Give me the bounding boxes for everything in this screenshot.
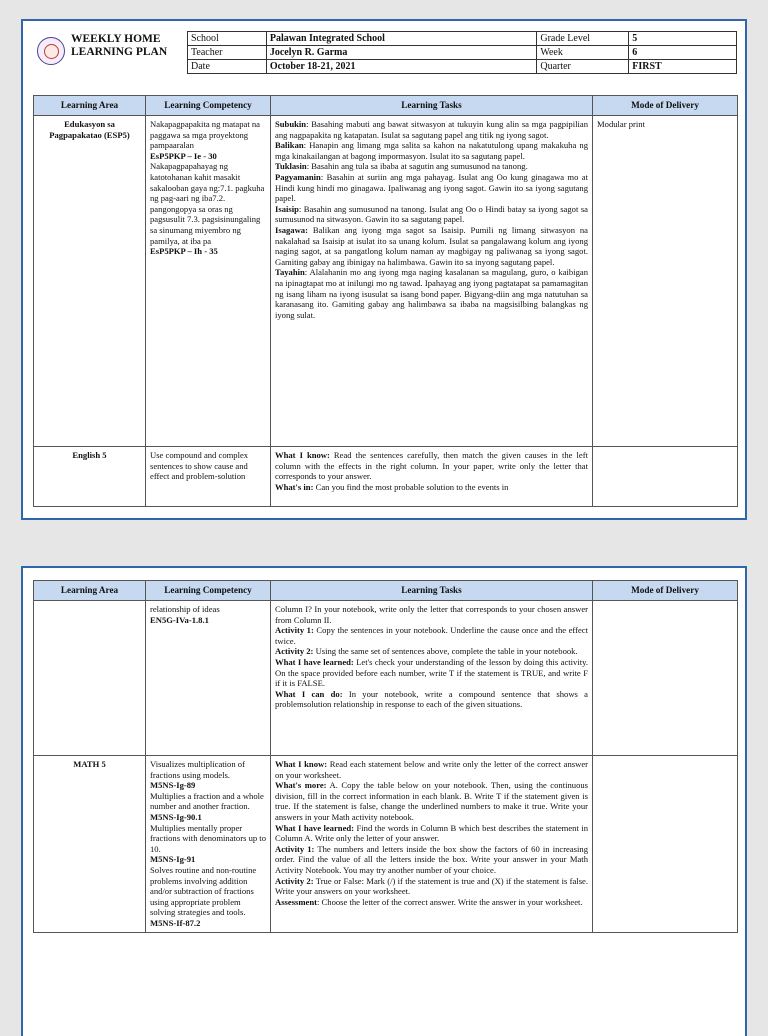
table-row: [34, 116, 738, 447]
task-item: [275, 204, 588, 225]
task-item: [275, 267, 588, 320]
task-text: Read each statement below and write only the letter of the correct answer on your worksheet.: [275, 759, 588, 780]
task-item: [275, 482, 588, 493]
task-item: [275, 689, 588, 710]
task-keyword: What I know:: [275, 450, 330, 460]
info-row-teacher: Teacher Jocelyn R. Garma Week 6: [188, 46, 737, 60]
task-text: : Basahin ang tula sa ibaba at sagutin ang sumusunod na tanong.: [306, 161, 528, 172]
quarter: FIRST: [629, 60, 737, 74]
task-text: Copy the sentences in your notebook. Underline the cause once and the effect twice.: [275, 625, 588, 646]
competency-code: M5NS-Ig-89: [150, 780, 196, 791]
info-row-school: School Palawan Integrated School Grade Level 5: [188, 32, 737, 46]
task-keyword: What I have learned:: [275, 822, 355, 833]
task-item: [275, 625, 588, 646]
competency-item: [150, 823, 266, 855]
competency-item: [150, 918, 266, 929]
task-keyword: What I can do:: [275, 688, 343, 699]
competency-text: relationship of ideas: [150, 604, 220, 614]
task-item: [275, 897, 588, 908]
competency-text: Visualizes multiplication of fractions using models.: [150, 759, 245, 780]
task-text: : Hanapin ang limang mga salita sa kahon na nakatutulong upang makakuha ng mga kinakailangan at bagong impormasyon. Isulat ito sa sagutang papel.: [275, 140, 588, 161]
task-item: [275, 844, 588, 876]
competency-text: Multiplies mentally proper fractions with denominators up to 10.: [150, 822, 266, 854]
competency-text: Solves routine and non-routine problems involving addition and/or subtraction of fractions using appropriate problem solving strategies and tools.: [150, 864, 257, 918]
task-keyword: What's more:: [275, 780, 327, 791]
teacher-name: Jocelyn R. Garma: [266, 46, 536, 60]
competency-item: [150, 780, 266, 791]
task-text: : Basahin at suriin ang mga pahayag. Isulat ang Oo kung ginagawa mo at Hindi kung hindi mo ginagawa. Ipaliwanag ang iyong sagot. Gawin ito sa iyong sagutang papel.: [275, 171, 588, 204]
deped-seal-icon: [37, 37, 65, 65]
task-text: : Basahing mabuti ang bawat sitwasyon at tukuyin kung alin sa mga pagpipilian ang nagpapakita ng katapatan. Isulat sa sagutang papel ang titik ng iyong sagot.: [275, 119, 588, 140]
task-text: Balikan ang iyong mga sagot sa Isaisip. Pumili ng limang sitwasyon na nakalahad sa Isaisip at isulat ito sa unang kolum. Isulat sa pangalawang kolum ang iyong naging sagot, at sa pangatlong kolum naman ay magbigay ng paliwanag sa iyong sagot. Gamiting gabay ang ibinigay na halimbawa. Gawin ito sa inyong sagutang papel.: [275, 224, 588, 267]
task-text: The numbers and letters inside the box show the factors of 60 in increasing order. Find the value of all the letters inside the box. Write your answer in your Math Activity Notebook. You may try another number of your choice.: [275, 843, 589, 875]
school-info-table: [187, 31, 737, 74]
task-text: : Choose the letter of the correct answer. Write the answer in your worksheet.: [317, 896, 583, 907]
column-header: Mode of Delivery: [593, 96, 738, 116]
competency-item: [150, 119, 266, 151]
task-item: [275, 876, 588, 897]
task-item: [275, 604, 588, 625]
mode-of-delivery: [593, 756, 738, 933]
task-keyword: Isaisip: [275, 203, 299, 214]
learning-plan-table: [33, 580, 738, 933]
task-keyword: Activity 1:: [275, 843, 315, 854]
competency-text: Nakapagpapakita ng matapat na paggawa sa mga proyektong pampaaralan: [150, 119, 260, 151]
competency-item: [150, 759, 266, 780]
task-item: [275, 657, 588, 689]
competency-cell: [146, 447, 271, 507]
task-keyword: Isagawa:: [275, 224, 308, 235]
task-keyword: Tuklasin: [275, 161, 307, 172]
competency-item: [150, 246, 266, 257]
learning-area-continued: [34, 601, 146, 756]
tasks-cell: [271, 447, 593, 507]
plan-title: WEEKLY HOME LEARNING PLAN: [71, 33, 168, 58]
task-text: Let's check your understanding of the lesson by doing this activity. On the space provided before each number, write T if the statement is TRUE, and write F if it is FALSE.: [275, 656, 589, 689]
task-item: [275, 119, 588, 140]
competency-code: M5NS-Ig-91: [150, 854, 196, 865]
table-row: [34, 447, 738, 507]
task-item: [275, 172, 588, 204]
competency-code: EsP5PKP – Ih - 35: [150, 246, 218, 257]
task-item: [275, 161, 588, 172]
task-item: [275, 780, 588, 822]
tasks-cell: [271, 116, 593, 447]
competency-item: [150, 161, 266, 246]
plan-page-1: [21, 19, 747, 520]
task-text: Using the same set of sentences above, complete the table in your notebook.: [313, 646, 578, 657]
column-header: Mode of Delivery: [593, 581, 738, 601]
column-header: Learning Competency: [146, 96, 271, 116]
plan-date: October 18-21, 2021: [266, 60, 536, 74]
task-keyword: What I have learned:: [275, 656, 354, 667]
task-keyword: What I know:: [275, 759, 328, 769]
competency-cell: [146, 601, 271, 756]
task-item: [275, 450, 588, 482]
table-header-row: [34, 581, 738, 601]
task-keyword: Subukin: [275, 119, 307, 129]
column-header: Learning Competency: [146, 581, 271, 601]
task-keyword: Tayahin: [275, 267, 305, 278]
learning-area-esp: Edukasyon sa Pagpapakatao (ESP5): [34, 116, 146, 447]
task-keyword: What's in:: [275, 481, 314, 492]
competency-cell: [146, 756, 271, 933]
competency-text: Nakapagpapahayag ng katotohanan kahit masakit sakalooban gaya ng:7.1. pagkuha ng pag-aari ng iba7.2. pangongopya sa oras ng pagsusulit 7.3. pagsisinungaling sa sinumang miyembro ng pamilya, at iba pa: [150, 161, 265, 246]
task-keyword: Activity 1:: [275, 625, 314, 636]
mode-of-delivery: [593, 601, 738, 756]
competency-code: EN5G-IVa-1.8.1: [150, 614, 209, 625]
table-row: [34, 601, 738, 756]
competency-item: [150, 151, 266, 162]
plan-page-2: [21, 566, 747, 1036]
task-text: Read the sentences carefully, then match the given causes in the left column with the effects in the right column. In your paper, write only the letter that corresponds to your answer.: [275, 450, 588, 482]
task-text: A. Copy the table below on your notebook. Then, using the continuous division, fill in the correct information in each blank. B. Write T if the statement given is true. If the statement is false, change the underlined numbers to make it true. Write your answers in your Math activity notebook.: [275, 780, 589, 822]
task-keyword: Assessment: [275, 896, 318, 907]
task-keyword: Activity 2:: [275, 875, 314, 886]
competency-text: Use compound and complex sentences to show cause and effect and problem-solution: [150, 450, 249, 482]
competency-cell: [146, 116, 271, 447]
column-header: Learning Tasks: [271, 581, 593, 601]
column-header: Learning Area: [34, 96, 146, 116]
grade-level: 5: [629, 32, 737, 46]
plan-header: [33, 31, 737, 77]
table-row: [34, 756, 738, 933]
competency-item: [150, 791, 266, 812]
task-keyword: Pagyamanin: [275, 171, 321, 182]
competency-item: [150, 812, 266, 823]
task-keyword: Activity 2:: [275, 646, 314, 657]
learning-plan-table: [33, 95, 738, 507]
competency-item: [150, 615, 266, 626]
mode-of-delivery: [593, 447, 738, 507]
learning-area-english: English 5: [34, 447, 146, 507]
tasks-cell: [271, 601, 593, 756]
task-text: In your notebook, write a compound sentence that shows a problemsolution relationship in response to each of the given situations.: [275, 688, 588, 710]
task-text: True or False: Mark (/) if the statement is true and (X) if the statement is false. Write your answers on your worksheet.: [275, 875, 589, 897]
task-text: Column I? In your notebook, write only the letter that corresponds to your chosen answer from Column II.: [275, 604, 588, 625]
competency-code: EsP5PKP – Ie - 30: [150, 150, 217, 161]
task-text: : Alalahanin mo ang iyong mga naging kasalanan sa magulang, guro, o kaibigan na ipinagtapat mo at inilungi mo ng tawad. Ipahayag ang iyong pagtatapat sa pamamagitan ng isang liham na iyong isusulat sa isang bond paper. Bigyang-diin ang mga natutuhan sa karanasang ito. Gamiting gabay ang halimbawa sa ibaba na magsisilbing balangkas ng iyong sulat.: [275, 267, 588, 320]
competency-code: M5NS-Ig-90.1: [150, 811, 202, 822]
school-name: Palawan Integrated School: [266, 32, 536, 46]
competency-code: M5NS-If-87.2: [150, 917, 201, 928]
competency-item: [150, 604, 266, 615]
tasks-cell: [271, 756, 593, 933]
week-number: 6: [629, 46, 737, 60]
task-item: [275, 823, 588, 844]
task-item: [275, 225, 588, 267]
mode-of-delivery: Modular print: [593, 116, 738, 447]
task-item: [275, 759, 588, 780]
task-item: [275, 140, 588, 161]
column-header: Learning Area: [34, 581, 146, 601]
column-header: Learning Tasks: [271, 96, 593, 116]
competency-item: [150, 865, 266, 918]
learning-area-math: MATH 5: [34, 756, 146, 933]
task-keyword: Balikan: [275, 140, 304, 151]
competency-text: Multiplies a fraction and a whole number and another fraction.: [150, 790, 264, 812]
task-text: Find the words in Column B which best describes the statement in Column A. Write only the letter of your answer.: [275, 822, 588, 844]
table-header-row: [34, 96, 738, 116]
competency-item: [150, 854, 266, 865]
task-text: : Basahin ang sumusunod na tanong. Isulat ang Oo o Hindi batay sa iyong sagot sa sumusunod na sitwasyon. Gawin ito sa sagutang papel.: [275, 203, 588, 225]
info-row-date: Date October 18-21, 2021 Quarter FIRST: [188, 60, 737, 74]
competency-item: [150, 450, 266, 482]
task-text: Can you find the most probable solution to the events in: [313, 481, 509, 492]
task-item: [275, 646, 588, 657]
